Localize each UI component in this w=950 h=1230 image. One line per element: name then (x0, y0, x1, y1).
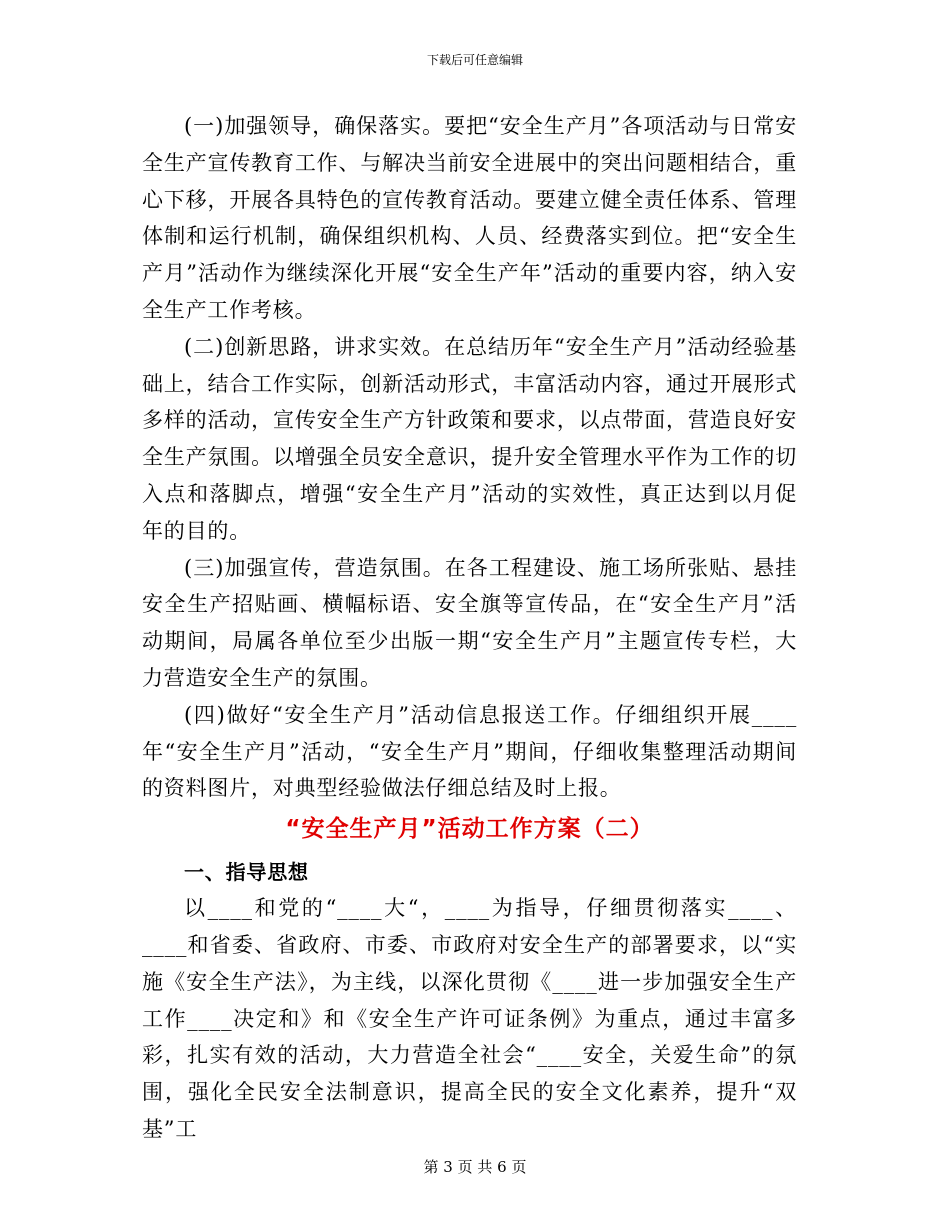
page-header: 下载后可任意编辑 (426, 53, 523, 67)
document-body (142, 108, 797, 1148)
document-title: “安全生产月”活动工作方案（二） (285, 816, 654, 843)
section-paragraph: 以____和党的“____大“，____为指导，仔细贯彻落实____、____和省委、省政府、市委、市政府对安全生产的部署要求，以“实施《安全生产法》，为主线，以深化贯彻《____进一步加强安全生产工作____决定和》和《安全生产许可证条例》为重点，通过丰富多彩，扎实有效的活动，大力营造全社会“____安全，关爱生命”的氛围，强化全民安全法制意识，提高全民的安全文化素养，提升“双基”工 (142, 896, 797, 1141)
page-footer: 第 3 页 共 6 页 (423, 1158, 527, 1176)
paragraph-4: (四)做好“安全生产月”活动信息报送工作。仔细组织开展____年“安全生产月”活动，“安全生产月”期间，仔细收集整理活动期间的资料图片，对典型经验做法仔细总结及时上报。 (142, 702, 797, 801)
paragraph-2: (二)创新思路，讲求实效。在总结历年“安全生产月”活动经验基础上，结合工作实际，创新活动形式，丰富活动内容，通过开展形式多样的活动，宣传安全生产方针政策和要求，以点带面，营造良好安全生产氛围。以增强全员安全意识，提升安全管理水平作为工作的切入点和落脚点，增强“安全生产月”活动的实效性，真正达到以月促年的目的。 (142, 334, 797, 543)
paragraph-1: (一)加强领导，确保落实。要把“安全生产月”各项活动与日常安全生产宣传教育工作、与解决当前安全进展中的突出问题相结合，重心下移，开展各具特色的宣传教育活动。要建立健全责任体系、管理体制和运行机制，确保组织机构、人员、经费落实到位。把“安全生产月”活动作为继续深化开展“安全生产年”活动的重要内容，纳入安全生产工作考核。 (142, 114, 797, 322)
section-heading: 一、指导思想 (184, 860, 309, 885)
paragraph-3: (三)加强宣传，营造氛围。在各工程建设、施工场所张贴、悬挂安全生产招贴画、横幅标语、安全旗等宣传品，在“安全生产月”活动期间，局属各单位至少出版一期“安全生产月”主题宣传专栏，大力营造安全生产的氛围。 (142, 555, 797, 690)
